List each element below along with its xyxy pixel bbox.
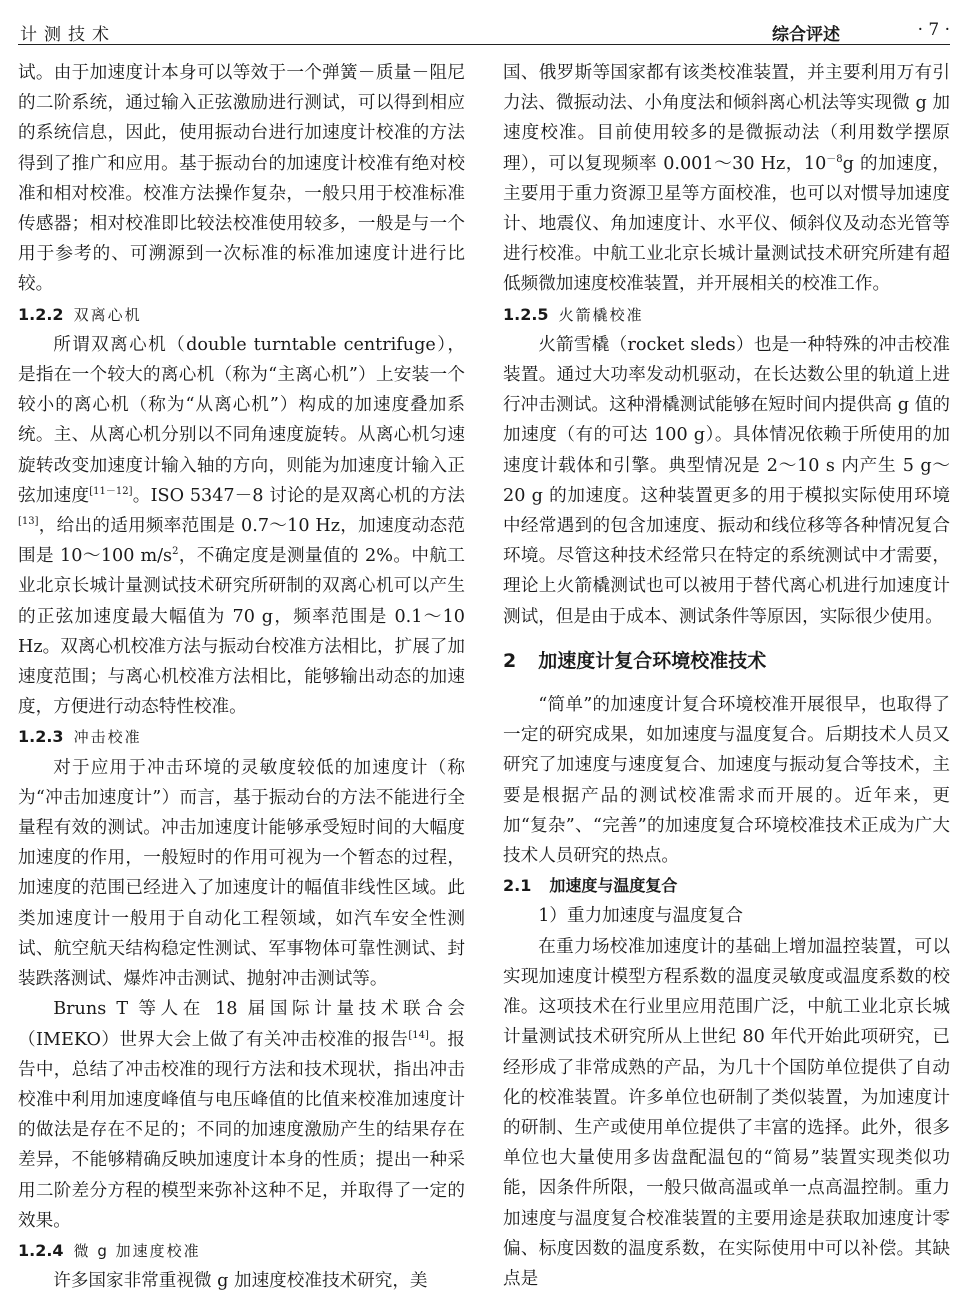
text-run: Bruns T 等人在 18 届国际计量技术联合会（IMEKO）世界大会上做了有关冲击校准的报告 xyxy=(18,999,465,1050)
subsection-title: 火箭橇校准 xyxy=(558,305,644,324)
paragraph: 试。由于加速度计本身可以等效于一个弹簧－质量－阻尼的二阶系统，通过输入正弦激励进行测试，可以得到相应的系统信息，因此，使用振动台进行加速度计校准的方法得到了推广和应用。基于振动台的加速度计校准有绝对校准和相对校准。校准方法操作复杂，一般只用于校准标准传感器；相对校准即比较法校准使用较多，一般是与一个用于参考的、可溯源到一次标准的标准加速度计进行比较。 xyxy=(18,63,465,295)
paragraph xyxy=(18,330,465,723)
paragraph: “简单”的加速度计复合环境校准开展很早，也取得了一定的研究成果，如加速度与温度复合。后期技术人员又研究了加速度与速度复合、加速度与振动复合等技术，主要是根据产品的测试校准需求而开展的。近年来，更加“复杂”、“完善”的加速度复合环境校准技术正成为广大技术人员研究的热点。 xyxy=(503,695,950,867)
subsection-heading-1-2-2 xyxy=(18,300,465,330)
superscript: －8 xyxy=(826,153,843,165)
subsection-heading-1-2-4 xyxy=(18,1236,465,1266)
paragraph xyxy=(18,994,465,1236)
text-run: g 的加速度，主要用于重力资源卫星等方面校准，也可以对惯导加速度计、地震仪、角加速度计、水平仪、倾斜仪及动态光管等进行校准。中航工业北京长城计量测试技术研究所建有超低频微加速度校准装置，并开展相关的校准工作。 xyxy=(503,153,950,295)
text-run: ，给出的适用频率范围是 0.7～10 Hz，加速度动态范围是 10～100 m/s xyxy=(18,516,465,567)
subsection-title: 加速度与温度复合 xyxy=(549,876,678,896)
list-item: 1）重力加速度与温度复合 xyxy=(538,906,743,927)
section-name: 综合评述 xyxy=(772,25,840,45)
journal-name: 计测技术 xyxy=(20,25,116,45)
subsection-number: 1.2.3 xyxy=(18,727,64,747)
section-number: 2 xyxy=(503,649,517,672)
paragraph: 火箭雪橇（rocket sleds）也是一种特殊的冲击校准装置。通过大功率发动机驱动，在长达数公里的轨道上进行冲击测试。这种滑橇测试能够在短时间内提供高 g 值的加速度（有的可达 100 g）。具体情况依赖于所使用的加速度计载体和引擎。典型情况是 2～10 s 内产生 5 g～20 g 的加速度。这种装置更多的用于模拟实际使用环境中经常遇到的包含加速度、振动和线位移等各种情况复合环境。尽管这种技术经常只在特定的系统测试中才需要，理论上火箭橇测试也可以被用于替代离心机进行加速度计测试，但是由于成本、测试条件等原因，实际很少使用。 xyxy=(503,334,950,627)
subsection-number: 1.2.2 xyxy=(18,304,64,324)
subsection-number: 1.2.5 xyxy=(503,304,549,324)
left-column xyxy=(18,58,465,1296)
subsection-number: 1.2.4 xyxy=(18,1240,64,1260)
text-run: ，不确定度是测量值的 2%。中航工业北京长城计量测试技术研究所研制的双离心机可以产生的正弦加速度最大幅值为 70 g，频率范围是 0.1～10 Hz。双离心机校准方法与振动台校准方法相比，扩展了加速度范围；与离心机校准方法相比，能够输出动态的加速度，方便进行动态特性校准。 xyxy=(18,546,465,718)
subsection-number: 2.1 xyxy=(503,876,532,896)
page-header xyxy=(18,8,950,45)
section-title: 加速度计复合环境校准技术 xyxy=(538,649,767,672)
subsection-heading-2-1 xyxy=(503,871,950,901)
subsection-heading-1-2-5 xyxy=(503,300,950,330)
citation: [11－12] xyxy=(89,485,133,497)
text-run: 。报告中，总结了冲击校准的现行方法和技术现状，指出冲击校准中利用加速度峰值与电压峰值的比值来校准加速度计的做法是存在不足的；不同的加速度激励产生的结果存在差异，不能够精确反映加速度计本身的性质；提出一种采用二阶差分方程的模型来弥补这种不足，并取得了一定的效果。 xyxy=(18,1029,465,1231)
subsection-heading-1-2-3 xyxy=(18,722,465,752)
citation: [13] xyxy=(18,516,39,528)
citation: [14] xyxy=(408,1029,429,1041)
superscript: 2 xyxy=(172,546,179,558)
paragraph: 许多国家非常重视微 g 加速度校准技术研究，美 xyxy=(53,1271,428,1292)
text-run: 。ISO 5347－8 讨论的是双离心机的方法 xyxy=(132,485,465,506)
section-heading-2 xyxy=(503,646,950,676)
text-run: 国、俄罗斯等国家都有该类校准装置，并主要利用万有引力法、微振动法、小角度法和倾斜离心机法等实现微 g 加速度校准。目前使用较多的是微振动法（利用数学摆原理），可以复现频率 0.001～30 Hz，10 xyxy=(503,63,950,174)
paragraph: 对于应用于冲击环境的灵敏度较低的加速度计（称为“冲击加速度计”）而言，基于振动台的方法不能进行全量程有效的测试。冲击加速度计能够承受短时间的大幅度加速度的作用，一般短时的作用可视为一个暂态的过程，加速度的范围已经进入了加速度计的幅值非线性区域。此类加速度计一般用于自动化工程领域，如汽车安全性测试、航空航天结构稳定性测试、军事物体可靠性测试、封装跌落测试、爆炸冲击测试、抛射冲击测试等。 xyxy=(18,757,465,990)
text-run: 所谓双离心机（double turntable centrifuge），是指在一个较大的离心机（称为“主离心机”）上安装一个较小的离心机（称为“从离心机”）构成的加速度叠加系统。主、从离心机分别以不同角速度旋转。从离心机匀速旋转改变加速度计输入轴的方向，则能为加速度计输入正弦加速度 xyxy=(18,334,465,506)
paragraph xyxy=(503,58,950,300)
right-column xyxy=(503,58,950,1294)
subsection-title: 双离心机 xyxy=(73,305,142,324)
subsection-title: 冲击校准 xyxy=(73,728,142,747)
page-number: · 7 · xyxy=(917,20,950,40)
subsection-title: 微 g 加速度校准 xyxy=(73,1241,201,1260)
paragraph: 在重力场校准加速度计的基础上增加温控装置，可以实现加速度计模型方程系数的温度灵敏度或温度系数的校准。这项技术在行业里应用范围广泛，中航工业北京长城计量测试技术研究所从上世纪 80 年代开始此项研究，已经形成了非常成熟的产品，为几十个国防单位提供了自动化的校准装置。许多单位也研制了类似装置，为加速度计的研制、生产或使用单位提供了丰富的选择。此外，很多单位也大量使用多齿盘配温包的“简易”装置实现类似功能，因条件所限，一般只做高温或单一点高温控制。重力加速度与温度复合校准装置的主要用途是获取加速度计零偏、标度因数的温度系数，在实际使用中可以补偿。其缺点是 xyxy=(503,936,950,1289)
